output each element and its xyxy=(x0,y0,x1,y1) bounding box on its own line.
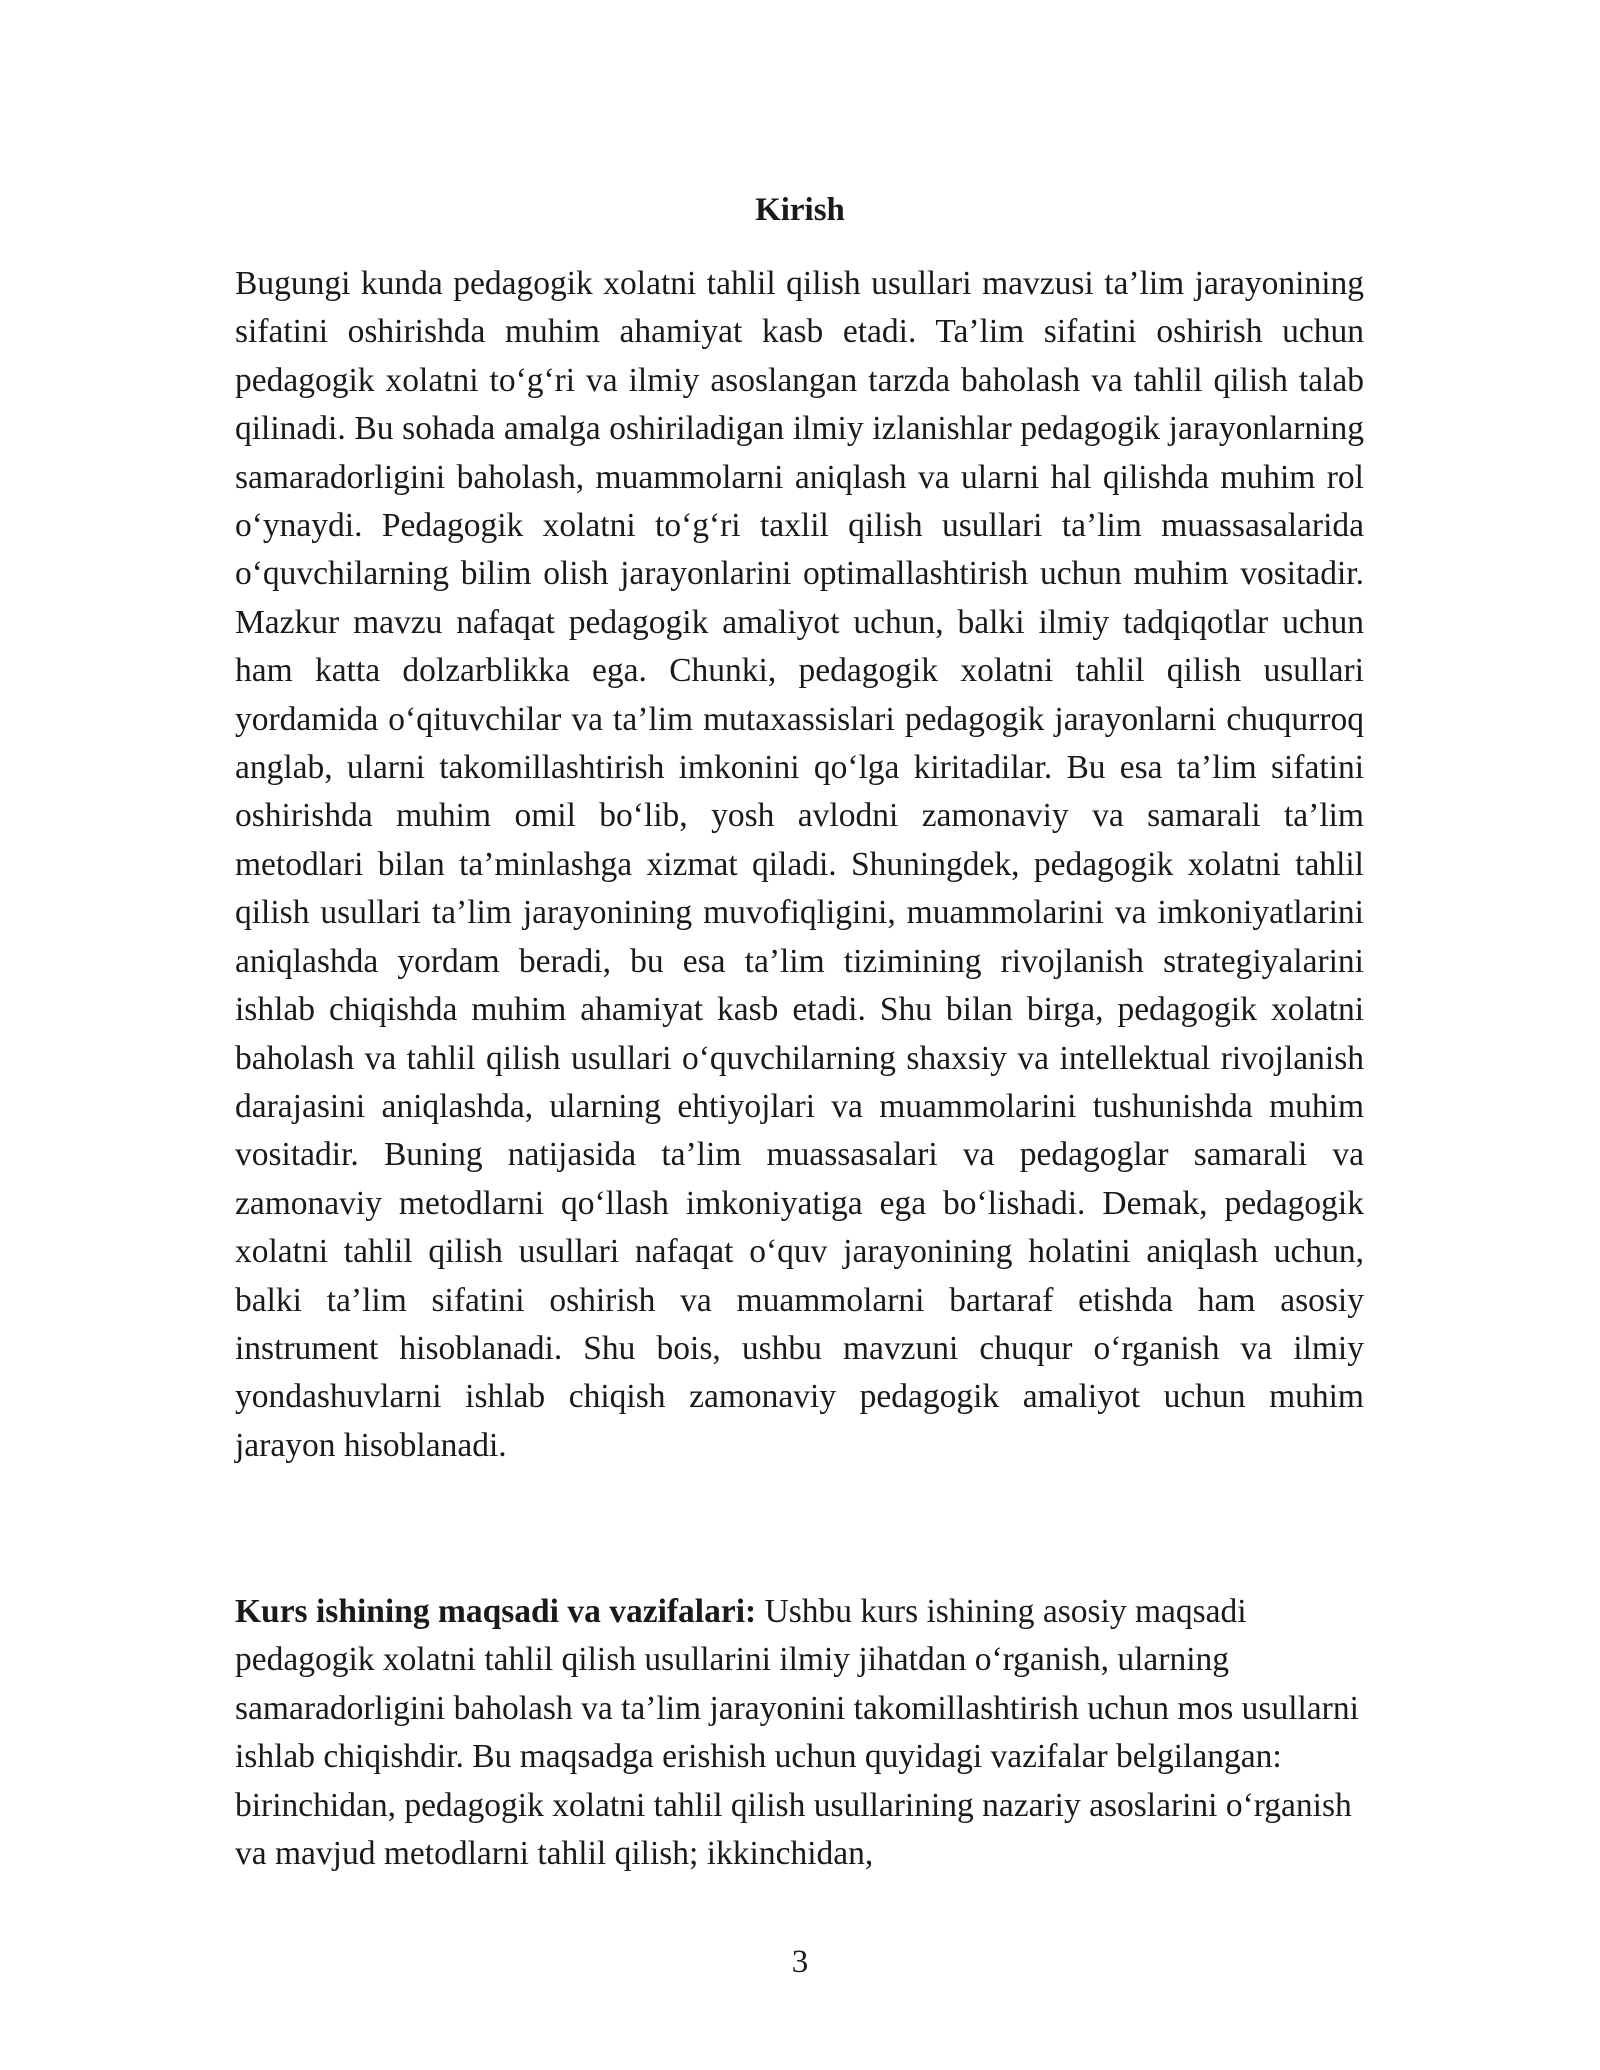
course-goals-heading: Kurs ishining maqsadi va vazifalari: xyxy=(235,1593,757,1630)
section-title: Kirish xyxy=(755,192,845,228)
course-goals-text: Ushbu kurs ishining asosiy maqsadi pedagogik xolatni tahlil qilish usullarini ilmiy jihatdan o‘rganish, ularning samaradorligini baholash va ta’lim jarayonini takomillashtirish uchun mos usullarni ishlab chiqishdir. Bu maqsadga erishish uchun quyidagi vazifalar belgilangan: birinchidan, pedagogik xolatni tahlil qilish usullarining nazariy asoslarini o‘rganish va mavjud metodlarni tahlil qilish; ikkinchidan, xyxy=(235,1593,1359,1873)
page-number: 3 xyxy=(791,1944,809,1980)
intro-paragraph: Bugungi kunda pedagogik xolatni tahlil qilish usullari mavzusi ta’lim jarayonining sifatini oshirishda muhim ahamiyat kasb etadi. Ta’lim sifatini oshirish uchun pedagogik xolatni to‘g‘ri va ilmiy asoslangan tarzda baholash va tahlil qilish talab qilinadi. Bu sohada amalga oshiriladigan ilmiy izlanishlar pedagogik jarayonlarning samaradorligini baholash, muammolarni aniqlash va ularni hal qilishda muhim rol o‘ynaydi. Pedagogik xolatni to‘g‘ri taxlil qilish usullari ta’lim muassasalarida o‘quvchilarning bilim olish jarayonlarini optimallashtirish uchun muhim vositadir. Mazkur mavzu nafaqat pedagogik amaliyot uchun, balki ilmiy tadqiqotlar uchun ham katta dolzarblikka ega. Chunki, pedagogik xolatni tahlil qilish usullari yordamida o‘qituvchilar va ta’lim mutaxassislari pedagogik jarayonlarni chuqurroq anglab, ularni takomillashtirish imkonini qo‘lga kiritadilar. Bu esa ta’lim sifatini oshirishda muhim omil bo‘lib, yosh avlodni zamonaviy va samarali ta’lim metodlari bilan ta’minlashga xizmat qiladi. Shuningdek, pedagogik xolatni tahlil qilish usullari ta’lim jarayonining muvofiqligini, muammolarini va imkoniyatlarini aniqlashda yordam beradi, bu esa ta’lim tizimining rivojlanish strategiyalarini ishlab chiqishda muhim ahamiyat kasb etadi. Shu bilan birga, pedagogik xolatni baholash va tahlil qilish usullari o‘quvchilarning shaxsiy va intellektual rivojlanish darajasini aniqlashda, ularning ehtiyojlari va muammolarini tushunishda muhim vositadir. Buning natijasida ta’lim muassasalari va pedagoglar samarali va zamonaviy metodlarni qo‘llash imkoniyatiga ega bo‘lishadi. Demak, pedagogik xolatni tahlil qilish usullari nafaqat o‘quv jarayonining holatini aniqlash uchun, balki ta’lim sifatini oshirish va muammolarni bartaraf etishda ham asosiy instrument hisoblanadi. Shu bois, ushbu mavzuni chuqur o‘rganish va ilmiy yondashuvlarni ishlab chiqish zamonaviy pedagogik amaliyot uchun muhim jarayon hisoblanadi. xyxy=(235,265,1364,1464)
course-goals-paragraph xyxy=(235,1588,1364,1878)
